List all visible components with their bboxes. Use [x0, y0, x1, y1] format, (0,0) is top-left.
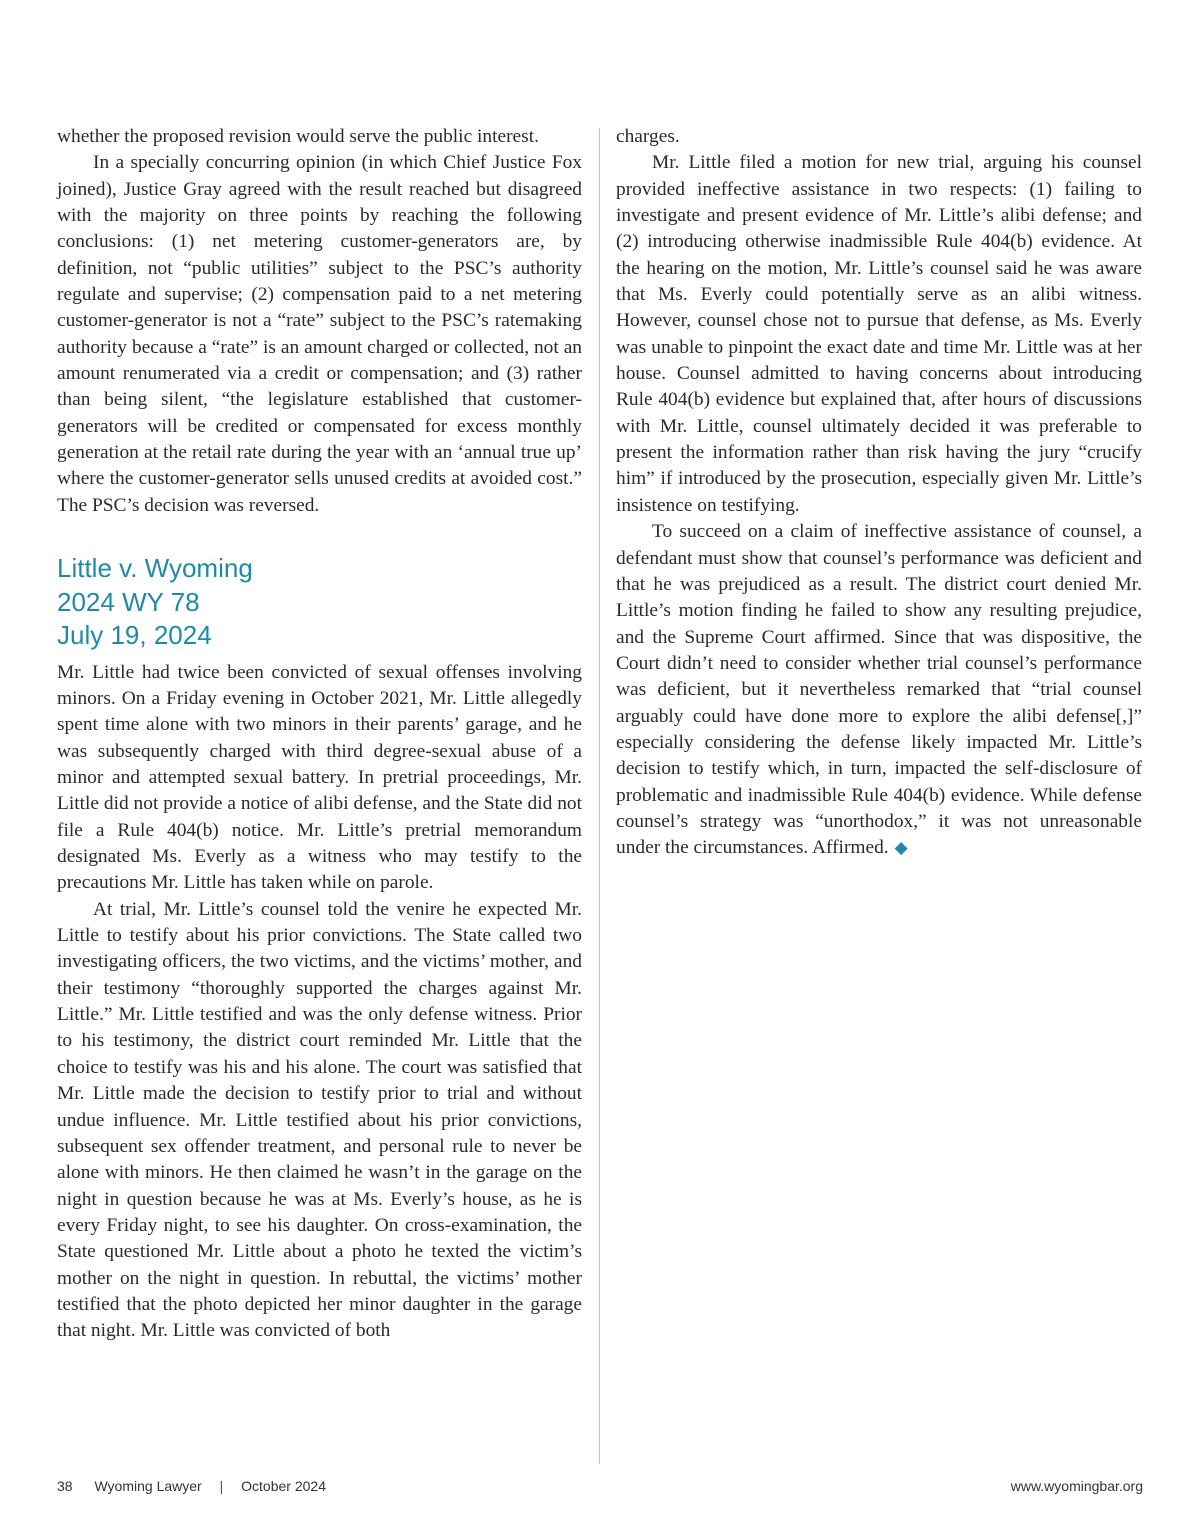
issue-date: October 2024 — [241, 1478, 326, 1494]
paragraph-continued-right: charges. — [616, 126, 680, 147]
website-link[interactable]: www.wyomingbar.org — [1010, 1478, 1143, 1494]
left-column — [57, 124, 582, 1345]
case-name: Little v. Wyoming — [57, 553, 253, 584]
right-column — [616, 124, 1142, 862]
footer-separator: | — [219, 1478, 224, 1494]
case-date: July 19, 2024 — [57, 620, 212, 651]
case-citation: 2024 WY 78 — [57, 586, 200, 617]
paragraph-motion: Mr. Little filed a motion for new trial, arguing his counsel provided ineffective assistance in two respects: (1) failing to investigate and present evidence of Mr. Little’s alibi defense; and (2) introducing otherwise inadmissible Rule 404(b) evidence. At the hearing on the motion, Mr. Little’s counsel said he was aware that Ms. Everly could potentially serve as an alibi witness. However, counsel chose not to pursue that defense, as Ms. Everly was unable to pinpoint the exact date and time Mr. Little was at her house. Counsel admitted to having concerns about introducing Rule 404(b) evidence but explained that, after hours of discussions with Mr. Little, counsel ultimately decided it was preferable to present the information rather than risk having the jury “crucify him” if introduced by the prosecution, especially given Mr. Little’s insistence on testifying. — [616, 152, 1142, 516]
paragraph-facts: Mr. Little had twice been convicted of sexual offenses involving minors. On a Friday evening in October 2021, Mr. Little allegedly spent time alone with two minors in their parents’ garage, and he was subsequently charged with third degree-sexual abuse of a minor and attempted sexual battery. In pretrial proceedings, Mr. Little did not provide a notice of alibi defense, and the State did not file a Rule 404(b) notice. Mr. Little’s pretrial memorandum designated Ms. Everly as a witness who may testify to the precautions Mr. Little has taken while on parole. — [57, 661, 582, 894]
page-number: 38 — [57, 1478, 73, 1494]
paragraph-holding — [616, 519, 1142, 861]
diamond-end-icon: ◆ — [894, 838, 908, 859]
case-heading — [57, 552, 582, 653]
footer-left — [57, 1478, 326, 1494]
column-divider — [599, 128, 600, 1464]
paragraph-trial: At trial, Mr. Little’s counsel told the venire he expected Mr. Little to testify about his prior convictions. The State called two investigating officers, the two victims, and the victims’ mother, and their testimony “thoroughly supported the charges against Mr. Little.” Mr. Little testified and was the only defense witness. Prior to his testimony, the district court reminded Mr. Little that the choice to testify was his and his alone. The court was satisfied that Mr. Little made the decision to testify prior to trial and without undue influence. Mr. Little testified about his prior convictions, subsequent sex offender treatment, and personal rule to never be alone with minors. He then claimed he wasn’t in the garage on the night in question because he was at Ms. Everly’s house, as he is every Friday night, to see his daughter. On cross-examination, the State questioned Mr. Little about a photo he texted the victim’s mother on the night in question. In rebuttal, the victims’ mother testified that the photo depicted her minor daughter in the garage that night. Mr. Little was convicted of both — [57, 898, 582, 1342]
paragraph-continued: whether the proposed revision would serve the public interest. — [57, 126, 539, 147]
holding-text: To succeed on a claim of ineffective assistance of counsel, a defendant must show that counsel’s performance was deficient and that he was prejudiced as a result. The district court denied Mr. Little’s motion finding he failed to show any resulting prejudice, and the Supreme Court affirmed. Since that was dispositive, the Court didn’t need to consider whether trial counsel’s performance was deficient, but it nevertheless remarked that “trial counsel arguably could have done more to explore the alibi defense[,]” especially considering the defense likely impacted Mr. Little’s decision to testify which, in turn, impacted the self-disclosure of problematic and inadmissible Rule 404(b) evidence. While defense counsel’s strategy was “unorthodox,” it was not unreasonable under the circumstances. Affirmed. — [616, 521, 1142, 859]
publication-name: Wyoming Lawyer — [94, 1478, 202, 1494]
paragraph-concurring-opinion: In a specially concurring opinion (in which Chief Justice Fox joined), Justice Gray agreed with the result reached but disagreed with the majority on three points by reaching the following conclusions: (1) net metering customer-generators are, by definition, not “public utilities” subject to the PSC’s authority regulate and supervise; (2) compensation paid to a net metering customer-generator is not a “rate” subject to the PSC’s ratemaking authority because a “rate” is an amount charged or collected, not an amount renumerated via a credit or compensation; and (3) rather than being silent, “the legislature established that customer-generators will be credited or compensated for excess monthly generation at the retail rate during the year with an ‘annual true up’ where the customer-generator sells unused credits at avoided cost.” The PSC’s decision was reversed. — [57, 152, 582, 516]
